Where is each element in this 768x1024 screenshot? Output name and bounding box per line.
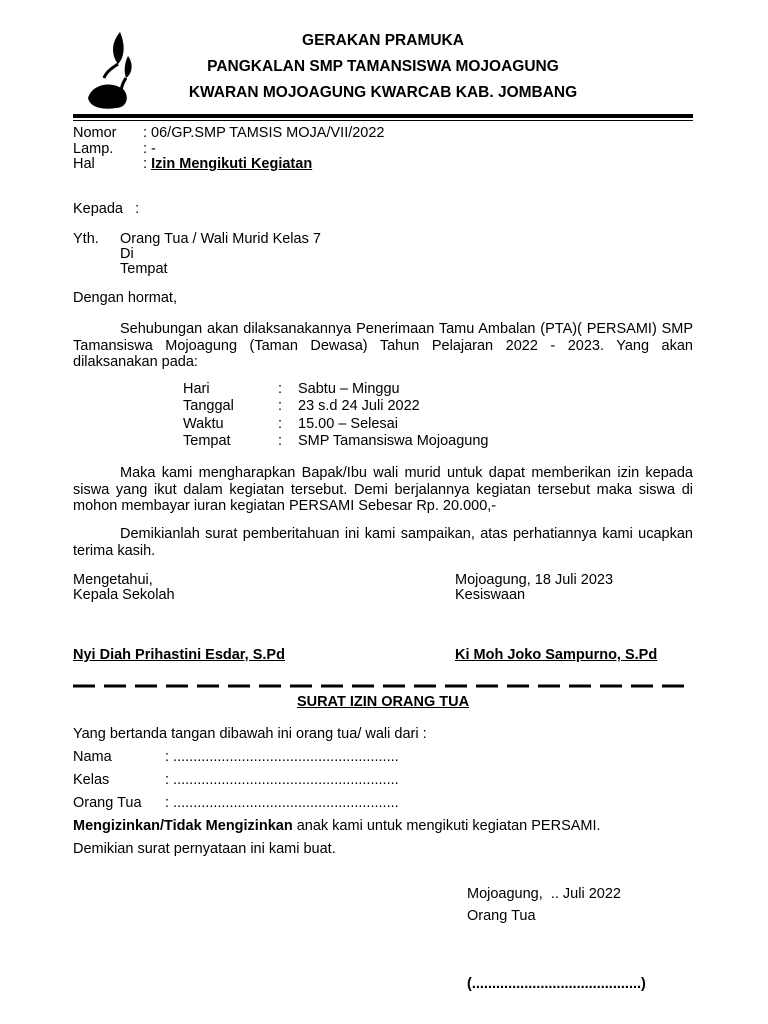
detail-row: Hari : Sabtu – Minggu xyxy=(183,381,400,397)
slip-signer: Orang Tua xyxy=(467,908,536,924)
detail-value: SMP Tamansiswa Mojoagung xyxy=(298,433,489,449)
lamp-value: : - xyxy=(143,141,156,157)
sign-left-line-1: Mengetahui, xyxy=(73,572,153,588)
paragraph-2 xyxy=(73,465,693,515)
letterhead-divider-thin xyxy=(73,120,693,121)
slip-field-blank: : ........................................................ xyxy=(165,772,399,788)
detail-value: 15.00 – Selesai xyxy=(298,416,398,432)
detail-key: Tempat xyxy=(183,433,231,449)
recipient-line-1: Orang Tua / Wali Murid Kelas 7 xyxy=(120,231,321,247)
meta-lamp xyxy=(73,141,156,157)
consent-line xyxy=(73,818,601,834)
sign-right-line-2: Kesiswaan xyxy=(455,587,526,603)
slip-field xyxy=(73,749,399,765)
sign-right-line-1: Mojoagung, 18 Juli 2023 xyxy=(455,572,614,588)
consent-text: anak kami untuk mengikuti kegiatan PERSAMI. xyxy=(292,818,601,834)
consent-options: Mengizinkan/Tidak Mengizinkan xyxy=(73,818,293,834)
cut-line xyxy=(73,682,693,690)
hal-label: Hal xyxy=(73,156,95,172)
paragraph-3 xyxy=(73,526,693,559)
yth-label: Yth. xyxy=(73,231,99,247)
hal-colon: : xyxy=(143,156,152,172)
slip-field-label: Nama xyxy=(73,749,112,765)
slip-field-blank: : ........................................................ xyxy=(165,749,399,765)
detail-row: Tempat : SMP Tamansiswa Mojoagung xyxy=(183,433,489,449)
detail-value: Sabtu – Minggu xyxy=(298,381,400,397)
recipient-line-2: Di xyxy=(120,246,134,262)
detail-key: Waktu xyxy=(183,416,224,432)
slip-title: SURAT IZIN ORANG TUA xyxy=(296,694,470,710)
letterhead-line-3: KWARAN MOJOAGUNG KWARCAB KAB. JOMBANG xyxy=(188,84,578,101)
slip-place-date: Mojoagung, .. Juli 2022 xyxy=(467,886,621,902)
headmaster-name: Nyi Diah Prihastini Esdar, S.Pd xyxy=(73,647,285,663)
nomor-label: Nomor xyxy=(73,125,117,141)
kepada-line: Kepada : xyxy=(73,201,140,217)
meta-nomor xyxy=(73,125,385,141)
sign-left-line-2: Kepala Sekolah xyxy=(73,587,175,603)
recipient-line-3: Tempat xyxy=(120,261,168,277)
slip-closing: Demikian surat pernyataan ini kami buat. xyxy=(73,841,336,857)
detail-row: Waktu : 15.00 – Selesai xyxy=(183,416,398,432)
detail-key: Tanggal xyxy=(183,398,234,414)
slip-signature-line: (..........................................) xyxy=(467,976,646,992)
nomor-value: : 06/GP.SMP TAMSIS MOJA/VII/2022 xyxy=(143,125,385,141)
letterhead-line-2: PANGKALAN SMP TAMANSISWA MOJOAGUNG xyxy=(207,58,559,75)
paragraph-2-text: Maka kami mengharapkan Bapak/Ibu wali murid untuk dapat memberikan izin kepada siswa yang ikut dalam kegiatan tersebut. Demi berjalannya kegiatan tersebut maka siswa di mohon membayar iuran kegiatan PERSAMI Sebesar Rp. 20.000,- xyxy=(73,465,693,514)
greeting: Dengan hormat, xyxy=(73,290,177,306)
paragraph-1-text: Sehubungan akan dilaksanakannya Penerimaan Tamu Ambalan (PTA)( PERSAMI) SMP Tamansiswa Mojoagung (Taman Dewasa) Tahun Pelajaran 2022 - 2023. Yang akan dilaksanakan pada: xyxy=(73,321,693,370)
slip-intro: Yang bertanda tangan dibawah ini orang tua/ wali dari : xyxy=(73,726,427,742)
slip-field-label: Orang Tua xyxy=(73,795,142,811)
pramuka-tunas-kelapa-logo xyxy=(82,28,142,113)
slip-field xyxy=(73,795,399,811)
lamp-label: Lamp. xyxy=(73,141,114,157)
paragraph-1 xyxy=(73,321,693,371)
detail-key: Hari xyxy=(183,381,210,397)
slip-field-label: Kelas xyxy=(73,772,110,788)
detail-row: Tanggal : 23 s.d 24 Juli 2022 xyxy=(183,398,420,414)
paragraph-3-text: Demikianlah surat pemberitahuan ini kami sampaikan, atas perhatiannya kami ucapkan terima kasih. xyxy=(73,526,693,559)
detail-value: 23 s.d 24 Juli 2022 xyxy=(298,398,420,414)
slip-field xyxy=(73,772,399,788)
hal-value: Izin Mengikuti Kegiatan xyxy=(151,156,313,172)
letterhead-line-1: GERAKAN PRAMUKA xyxy=(302,32,464,49)
letterhead-divider-thick xyxy=(73,114,693,118)
meta-hal xyxy=(73,156,312,172)
slip-field-blank: : ........................................................ xyxy=(165,795,399,811)
student-affairs-name: Ki Moh Joko Sampurno, S.Pd xyxy=(455,647,658,663)
